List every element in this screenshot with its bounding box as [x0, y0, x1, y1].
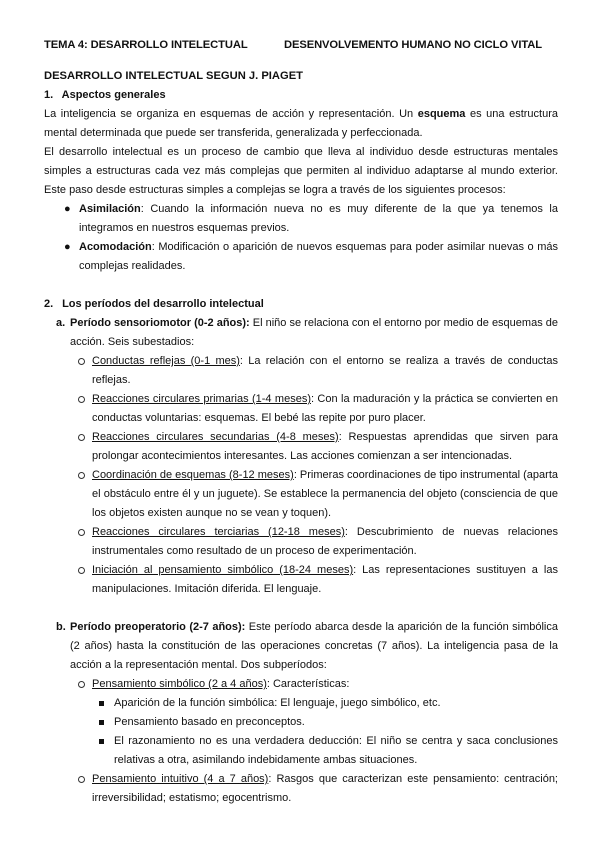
page-header [44, 36, 558, 55]
section2-number: 2. [44, 298, 54, 310]
circle-bullet-icon [78, 434, 85, 441]
substage-term: Reacciones circulares terciarias (12-18 meses) [92, 526, 345, 538]
bullet-dot-icon: ● [64, 203, 71, 215]
header-right: DESENVOLVEMENTO HUMANO NO CICLO VITAL [284, 39, 542, 51]
substage-text: : Primeras coordinaciones de tipo instrumental (aparta el obstáculo entre él y un juguete). Se establece la permanencia del objeto (consciencia de que los objetos existen aunque no se vean y toquen). [92, 469, 558, 519]
p1-text-after: es una estructura mental determinada que puede ser transferida, generalizada y perfeccionada. [44, 108, 558, 139]
period-b [44, 618, 558, 675]
square-bullet-icon [99, 720, 104, 725]
square-bullet-icon [99, 739, 104, 744]
circle-bullet-icon [78, 681, 85, 688]
p1-bold-term: esquema [417, 108, 466, 120]
substage-item [44, 466, 558, 523]
p1-text-before: La inteligencia se organiza en esquemas de acción y representación. Un [44, 108, 418, 120]
section2-title: Los períodos del desarrollo intelectual [62, 298, 264, 310]
characteristic-text: Aparición de la función simbólica: El lenguaje, juego simbólico, etc. [114, 697, 441, 709]
period-b-title: Período preoperatorio (2-7 años): [70, 621, 246, 633]
subperiod-item [44, 675, 558, 694]
substage-item [44, 523, 558, 561]
section1-number: 1. [44, 89, 54, 101]
period-a-title: Período sensoriomotor (0-2 años): [70, 317, 250, 329]
bullet-term: Asimilación [79, 203, 141, 215]
substage-text: : Respuestas aprendidas que sirven para prolongar acontecimientos interesantes. Las acciones comienzan a ser intencionadas. [92, 431, 558, 462]
subperiod-item [44, 770, 558, 808]
characteristic-item [44, 732, 558, 770]
period-b-text: Este período abarca desde la aparición de la función simbólica (2 años) hasta la constitución de las operaciones concretas (7 años). La inteligencia pasa de la acción a la representación mental. Dos subperíodos: [70, 621, 558, 671]
subperiod-term: Pensamiento intuitivo (4 a 7 años) [92, 773, 269, 785]
substage-item [44, 352, 558, 390]
characteristic-item [44, 713, 558, 732]
section2-heading [44, 295, 558, 314]
substage-text: : Las representaciones sustituyen a las manipulaciones. Imitación diferida. El lenguaje. [92, 564, 558, 595]
section1-paragraph1 [44, 105, 558, 143]
bullet-term: Acomodación [79, 241, 152, 253]
header-left: TEMA 4: DESARROLLO INTELECTUAL [44, 39, 248, 51]
substage-item [44, 561, 558, 599]
substage-item [44, 390, 558, 428]
substage-text: : La relación con el entorno se realiza a través de conductas reflejas. [92, 355, 558, 386]
substage-term: Reacciones circulares secundarias (4-8 meses) [92, 431, 339, 443]
subperiod-term: Pensamiento simbólico (2 a 4 años) [92, 678, 267, 690]
bullet-text: : Modificación o aparición de nuevos esquemas para poder asimilar nuevas o más complejas realidades. [79, 241, 558, 272]
square-bullet-icon [99, 701, 104, 706]
substage-term: Reacciones circulares primarias (1-4 meses) [92, 393, 311, 405]
circle-bullet-icon [78, 776, 85, 783]
bullet-text: : Cuando la información nueva no es muy diferente de la que ya tenemos la integramos en nuestros esquemas previos. [79, 203, 558, 234]
substage-item [44, 428, 558, 466]
substage-term: Conductas reflejas (0-1 mes) [92, 355, 240, 367]
circle-bullet-icon [78, 529, 85, 536]
section1-title: Aspectos generales [61, 89, 166, 101]
characteristic-item [44, 694, 558, 713]
document-page [44, 36, 558, 808]
circle-bullet-icon [78, 396, 85, 403]
subperiod-text: : Rasgos que caracterizan este pensamiento: centración; irreversibilidad; estatismo; egocentrismo. [92, 773, 558, 804]
section1-paragraph2: El desarrollo intelectual es un proceso de cambio que lleva al individuo desde estructuras mentales simples a estructuras cada vez más complejas que permiten al individuo adaptarse al mundo exterior. Este paso desde estructuras simples a complejas se logra a través de los siguientes procesos: [44, 146, 558, 196]
bullet-item [44, 200, 558, 238]
circle-bullet-icon [78, 358, 85, 365]
period-a-text: El niño se relaciona con el entorno por medio de esquemas de acción. Seis subestadios: [70, 317, 558, 348]
main-title: DESARROLLO INTELECTUAL SEGUN J. PIAGET [44, 70, 303, 82]
bullet-item [44, 238, 558, 276]
period-a-label: a. [56, 317, 66, 329]
circle-bullet-icon [78, 472, 85, 479]
bullet-dot-icon: ● [64, 241, 71, 253]
period-a [44, 314, 558, 352]
substage-text: : Descubrimiento de nuevas relaciones instrumentales como resultado de un proceso de experimentación. [92, 526, 559, 557]
period-b-label: b. [56, 621, 66, 633]
circle-bullet-icon [78, 567, 85, 574]
characteristic-text: Pensamiento basado en preconceptos. [114, 716, 305, 728]
substage-term: Coordinación de esquemas (8-12 meses) [92, 469, 294, 481]
section1-heading [44, 86, 558, 105]
subperiod-text: : Características: [266, 678, 350, 690]
substage-text: : Con la maduración y la práctica se convierten en conductas voluntarias: esquemas. El bebé las repite por puro placer. [92, 393, 558, 424]
characteristic-text: El razonamiento no es una verdadera deducción: El niño se centra y saca conclusiones relativas a otra, asimilando indebidamente ambas situaciones. [114, 735, 558, 766]
substage-term: Iniciación al pensamiento simbólico (18-24 meses) [92, 564, 354, 576]
